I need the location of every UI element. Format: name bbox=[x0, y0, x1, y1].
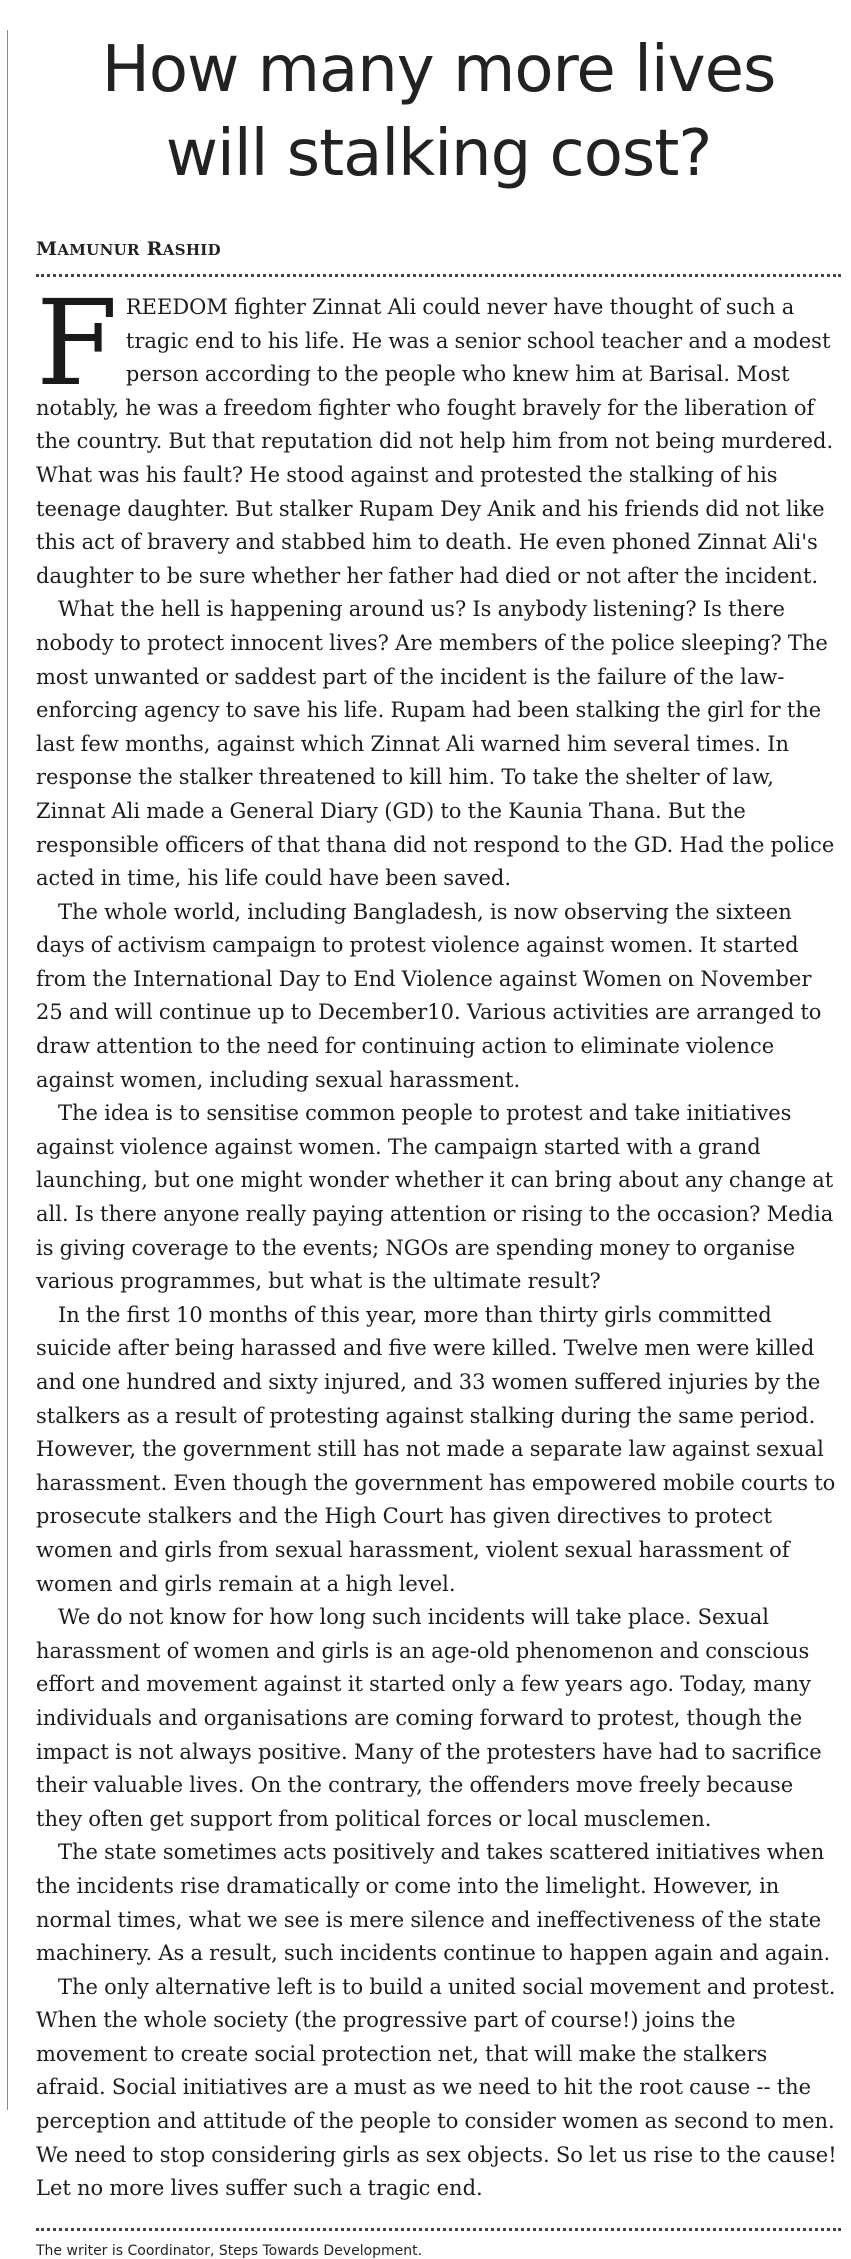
article-paragraph-1 bbox=[36, 274, 841, 593]
footer-divider bbox=[36, 2228, 841, 2231]
author-footnote: The writer is Coordinator, Steps Towards Development. bbox=[36, 2242, 423, 2259]
article-paragraph-8: The only alternative left is to build a united social movement and protest. When the whole society (the progressive part of course!) joins the movement to create social protection net, that will make the stalkers afraid. Social initiatives are a must as we need to hit the root cause -- the perception and attitude of the people to consider women as second to men. We need to stop considering girls as sex objects. So let us rise to the cause! Let no more lives suffer such a tragic end. bbox=[36, 1974, 837, 2201]
byline-last-initial: R bbox=[146, 238, 163, 260]
article-body bbox=[36, 274, 841, 2206]
headline-line-2: will stalking cost? bbox=[165, 117, 712, 191]
article-paragraph-3: The whole world, including Bangladesh, is now observing the sixteen days of activism campaign to protest violence against women. It started from the International Day to End Violence against Women on November 25 and will continue up to December10. Various activities are arranged to draw attention to the need for continuing action to eliminate violence against women, including sexual harassment. bbox=[36, 899, 822, 1092]
left-column-rule bbox=[7, 30, 8, 2110]
article-paragraph-4: The idea is to sensitise common people to protest and take initiatives against violence against women. The campaign started with a grand launching, but one might wonder whether it can bring about any change at all. Is there anyone really paying attention or rising to the occasion? Media is giving coverage to the events; NGOs are spending money to organise various programmes, but what is the ultimate result? bbox=[36, 1101, 834, 1294]
article-page bbox=[36, 0, 841, 2259]
article-paragraph-5: In the first 10 months of this year, more than thirty girls committed suicide after being harassed and five were killed. Twelve men were killed and one hundred and sixty injured, and 33 women suffered injuries by the stalkers as a result of protesting against stalking during the same period. However, the government still has not made a separate law against sexual harassment. Even though the government has empowered mobile courts to prosecute stalkers and the High Court has given directives to protect women and girls from sexual harassment, violent sexual harassment of women and girls remain at a high level. bbox=[36, 1302, 836, 1596]
headline bbox=[36, 0, 841, 196]
byline-last-rest: ASHID bbox=[162, 241, 221, 259]
article-paragraph-6: We do not know for how long such incidents will take place. Sexual harassment of women and girls is an age-old phenomenon and conscious effort and movement against it started only a few years ago. Today, many individuals and organisations are coming forward to protest, though the impact is not always positive. Many of the protesters have had to sacrifice their valuable lives. On the contrary, the offenders move freely because they often get support from political forces or local musclemen. bbox=[36, 1605, 822, 1831]
byline-first-rest: AMUNUR bbox=[57, 241, 140, 259]
article-paragraph-7: The state sometimes acts positively and takes scattered initiatives when the incidents rise dramatically or come into the limelight. However, in normal times, what we see is mere silence and ineffectiveness of the state machinery. As a result, such incidents continue to happen again and again. bbox=[36, 1840, 831, 1966]
headline-line-1: How many more lives bbox=[101, 33, 776, 107]
byline-divider bbox=[36, 274, 841, 277]
byline bbox=[36, 238, 841, 260]
article-paragraph-1-text: REEDOM fighter Zinnat Ali could never have thought of such a tragic end to his life. He was a senior school teacher and a modest person according to the people who knew him at Barisal. Most notably, he was a freedom fighter who fought bravely for the liberation of the country. But that reputation did not help him from not being murdered. What was his fault? He stood against and protested the stalking of his teenage daughter. But stalker Rupam Dey Anik and his friends did not like this act of bravery and stabbed him to death. He even phoned Zinnat Ali's daughter to be sure whether her father had died or not after the incident. bbox=[36, 295, 834, 588]
article-paragraph-2: What the hell is happening around us? Is anybody listening? Is there nobody to protect innocent lives? Are members of the police sleeping? The most unwanted or saddest part of the incident is the failure of the law-enforcing agency to save his life. Rupam had been stalking the girl for the last few months, against which Zinnat Ali warned him several times. In response the stalker threatened to kill him. To take the shelter of law, Zinnat Ali made a General Diary (GD) to the Kaunia Thana. But the responsible officers of that thana did not respond to the GD. Had the police acted in time, his life could have been saved. bbox=[36, 597, 835, 891]
byline-first-initial: M bbox=[36, 238, 58, 260]
drop-cap: F bbox=[36, 274, 118, 412]
